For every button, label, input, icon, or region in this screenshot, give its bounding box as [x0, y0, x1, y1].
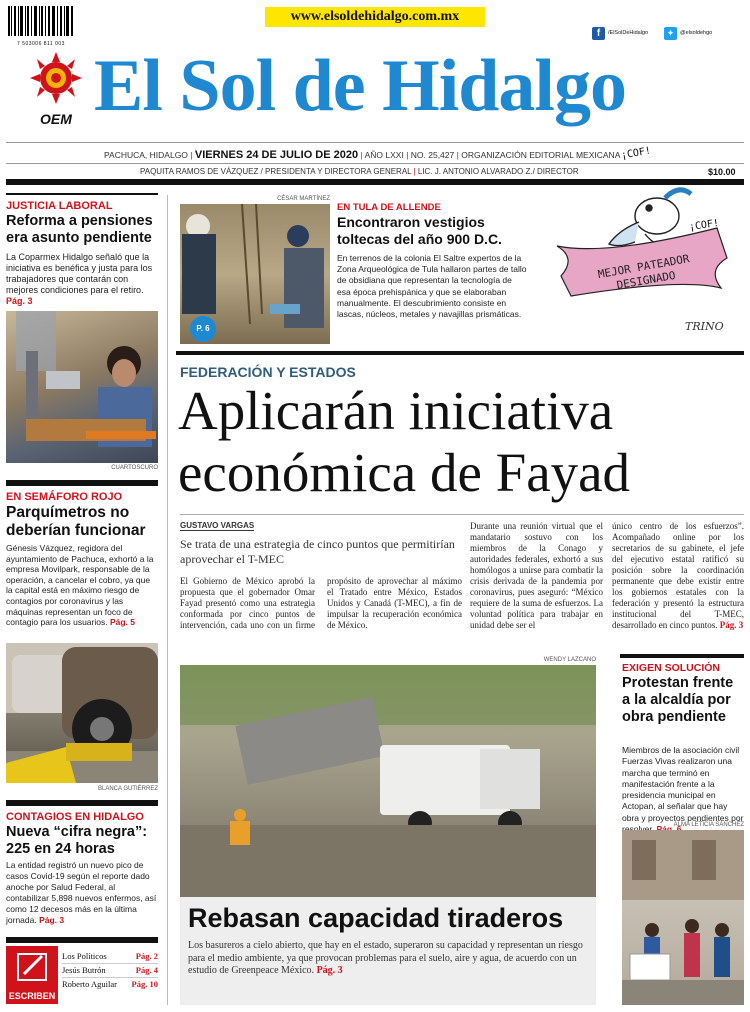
main-text-block: [180, 576, 462, 638]
right-photo: [622, 830, 744, 1005]
left-s2-headline[interactable]: Parquímetros no deberían funcionar: [6, 504, 146, 539]
escriben-item[interactable]: Los Políticos Pág. 2: [62, 950, 158, 964]
oem-logo: [26, 50, 86, 127]
left-s1-photo: [6, 311, 158, 463]
bottom-photo: [180, 665, 596, 897]
cartoon-signature: TRINO: [685, 320, 724, 333]
main-rule: [176, 351, 744, 355]
quill-icon: [6, 946, 58, 986]
protest-graphic: [622, 830, 744, 1005]
price: $10.00: [708, 167, 736, 177]
tula-body: En terrenos de la colonia El Saltre expertos de la Zona Arqueológica de Tula hallaron partes de tallo de obsidiana que representan la tecnología de esa época prehispánica y que se elaboraban manualmente. El descubrimiento consiste en lascas, núcleos, metales y navajillas prismáticas.: [337, 253, 527, 320]
main-section: FEDERACIÓN Y ESTADOS: [180, 364, 356, 380]
escriben-item[interactable]: Jesús Butrón Pág. 4: [62, 964, 158, 978]
right-rule: [620, 654, 744, 658]
tula-page-badge[interactable]: P. 6: [190, 316, 216, 342]
left-s2-body: Génesis Vázquez, regidora del ayuntamiento de Pachuca, exhortó a la empresa Movilpark, responsable de la operación, a cancelar el cobro, ya que la capital está en máximo riesgo de contagios por coronavirus y las máquinas representan un foco de contagio para los usuarios. Pág. 5: [6, 543, 154, 628]
main-headline-line1[interactable]: Aplicarán iniciativa: [178, 380, 614, 441]
tula-credit: CÉSAR MARTÍNEZ: [277, 196, 330, 202]
escriben-item[interactable]: Roberto Aguilar Pág. 10: [62, 979, 158, 989]
facebook-icon: f: [592, 27, 605, 40]
left-s1-headline[interactable]: Reforma a pensiones era asunto pendiente: [6, 213, 153, 246]
main-subhead: Se trata de una estrategia de cinco puntos que permitirían aprovechar el T-MEC: [180, 537, 455, 566]
tula-headline[interactable]: Encontraron vestigios toltecas del año 900 D.C.: [337, 214, 502, 247]
newspaper-title: El Sol de Hidalgo: [94, 45, 626, 127]
staff-line: PAQUITA RAMOS DE VÁZQUEZ / PRESIDENTA Y DIRECTORA GENERAL | LIC. J. ANTONIO ALVARADO Z./ DIRECTOR: [140, 167, 579, 176]
left-s3-body: La entidad registró un nuevo pico de casos Covid-19 según el reporte dado anoche por Salud Federal, al contabilizar 5,898 nuevos enfermos, así como 12 decesos más en la última jornada. Pág. 3: [6, 860, 157, 925]
right-headline[interactable]: Protestan frente a la alcaldía por obra pendiente: [622, 675, 734, 725]
tula-kicker: EN TULA DE ALLENDE: [337, 202, 441, 213]
left-s1-rule: [6, 193, 158, 195]
left-s3-headline[interactable]: Nueva “cifra negra”: 225 en 24 horas: [6, 824, 148, 857]
main-headline-rule: [180, 514, 744, 515]
left-s1-credit: CUARTOSCURO: [111, 465, 158, 471]
cartoon-cof-2: ¡COF!: [688, 217, 720, 234]
bottom-photo-credit: WENDY LAZCANO: [543, 657, 596, 663]
dateline: PACHUCA, HIDALGO | VIERNES 24 DE JULIO DE 2020 | AÑO LXXI | NO. 25,427 | ORGANIZACIÓN EDITORIAL MEXICANA: [104, 149, 621, 161]
main-col3: único centro de los esfuerzos”. Acompañado online por los secretarios de su gabinete, el jefe del ejecutivo estatal ratificó su posición sobre la coordinación permanente que debe existir entre los gobiernos estatales con la federación y presentó la estructura institucional del T-MEC, desarrollado en cinco puntos. Pág. 3: [612, 521, 744, 630]
right-body: Miembros de la asociación civil Fuerzas Vivas realizaron una marcha que terminó en manifestación frente a la presidencia municipal en Actopan, al señalar que hay obra y proyectos pendientes por: [622, 745, 744, 823]
barcode-graphic: [8, 6, 74, 36]
car-boot-graphic: [6, 643, 158, 783]
left-column-divider: [167, 195, 168, 1005]
escriben-badge: ESCRIBEN: [6, 946, 58, 1004]
right-kicker: EXIGEN SOLUCIÓN: [622, 662, 721, 674]
main-headline-line2[interactable]: económica de Fayad: [178, 442, 631, 503]
cartoon-cof-1: ¡COF!: [620, 145, 652, 162]
barcode-number: 7 503006 811 003: [17, 41, 65, 47]
escriben-list: [62, 950, 158, 991]
left-s1-kicker: JUSTICIA LABORAL: [6, 200, 113, 212]
twitter-icon: ✦: [664, 27, 677, 40]
cartoon-drawing: [535, 148, 745, 346]
left-s2-credit: BLANCA GUTIÉRREZ: [98, 786, 159, 792]
main-col2: Durante una reunión virtual que el mandatario sostuvo con los miembros de la Conago y autoridades federales, exhortó a sus homólogos a unirse para combatir la crisis derivada de la pandemia por coronavirus, pues aseguró: “México requiere de la suma de esfuerzos. La voluntad política para trabajar en unidad debe ser el: [470, 521, 603, 630]
main-col1: El Gobierno de México aprobó la propuesta que el gobernador Omar Fayad presentó como una estrategia conformada por cinco puntos de intervención, cada uno con un firme propósito de aprovechar al máximo el Tratado entre México, Estados Unidos y Canadá (T-MEC), a fin de impulsar la recuperación económica de México.: [180, 576, 462, 630]
barcode: [8, 6, 74, 47]
left-s1-body: La Coparmex Hidalgo señaló que la iniciativa es benéfica y justa para los trabajadores que contarán con mejores condiciones para el retiro. Pág. 3: [6, 252, 153, 306]
twitter-link[interactable]: ✦ @elsoldehgo: [664, 26, 712, 40]
left-s2-rule: [6, 480, 158, 486]
sun-emblem-icon: [26, 50, 86, 106]
left-s2-kicker: EN SEMÁFORO ROJO: [6, 491, 123, 503]
facebook-link[interactable]: f /ElSolDeHidalgo: [592, 26, 648, 40]
landfill-trucks-graphic: [180, 665, 596, 897]
masthead-rule-top: [6, 142, 744, 143]
bottom-body: Los basureros a cielo abierto, que hay en el estado, superaron su capacidad y representan un riesgo para el medio ambiente, ya que provocan problemas para el suelo, aire y agua, de acuerdo con un estudio de Greenpeace México. Pág. 3: [188, 940, 583, 976]
cartoon-banner-text: MEJOR PATEADOR DESIGNADO: [596, 252, 691, 292]
right-credit: ALMA LETICIA SÁNCHEZ: [673, 822, 744, 828]
escriben-rule: [6, 937, 158, 943]
left-s3-rule: [6, 800, 158, 806]
cartoon: [535, 145, 745, 346]
oem-label: OEM: [40, 111, 72, 127]
bottom-headline[interactable]: Rebasan capacidad tiraderos: [188, 903, 564, 933]
left-s3-kicker: CONTAGIOS EN HIDALGO: [6, 811, 144, 823]
website-banner[interactable]: [265, 7, 485, 27]
worker-machine-graphic: [6, 311, 158, 463]
left-s2-photo: [6, 643, 158, 783]
website-url[interactable]: www.elsoldehidalgo.com.mx: [290, 9, 460, 24]
main-author: GUSTAVO VARGAS: [180, 521, 255, 530]
